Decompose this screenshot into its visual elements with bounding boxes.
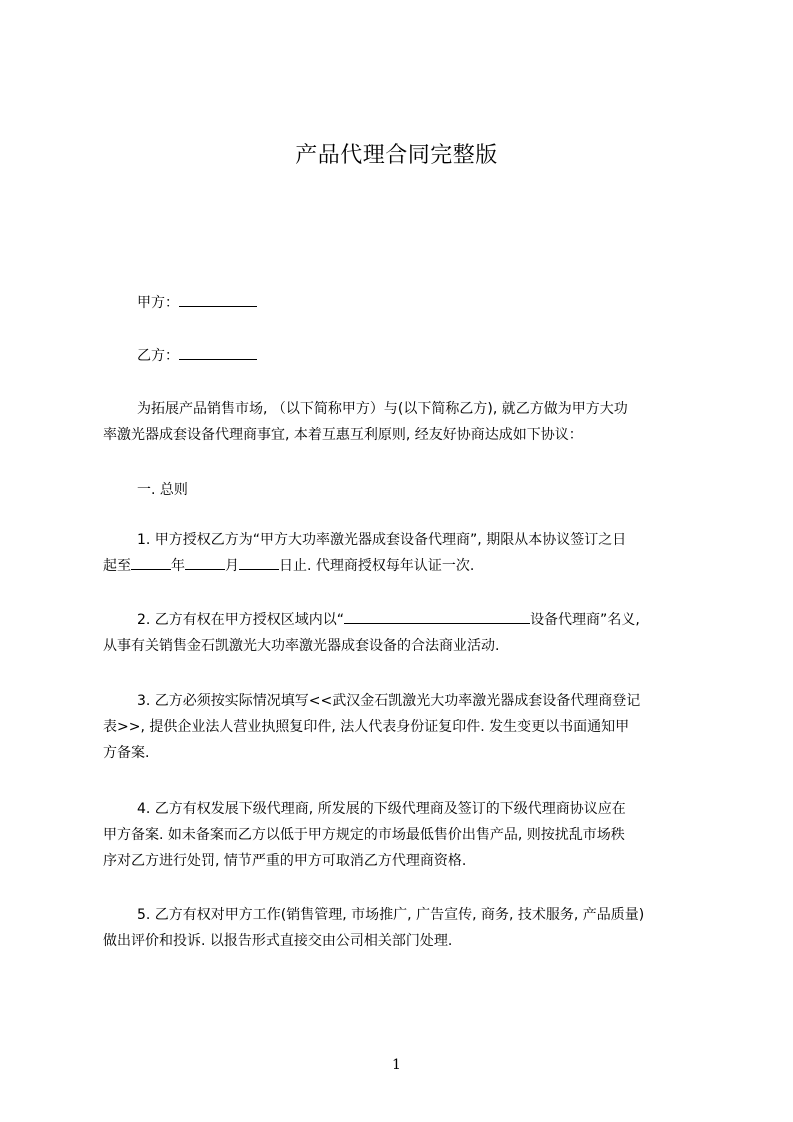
region-blank (344, 609, 530, 624)
clause-text: 2. 乙方有权在甲方授权区域内以“ (137, 612, 345, 628)
page-number: 1 (392, 1057, 401, 1073)
intro-line: 为拓展产品销售市场, （以下简称甲方）与(以下简称乙方), 就乙方做为甲方大功 (137, 401, 628, 417)
intro-line: 率激光器成套设备代理商事宜, 本着互惠互利原则, 经友好协商达成如下协议： (103, 427, 583, 443)
clause-3 (103, 688, 705, 766)
clause-line: 方备案. (103, 745, 150, 761)
clause-text: 起至 (103, 558, 131, 574)
year-blank (131, 555, 171, 570)
party-b-blank (179, 345, 257, 360)
clause-text: 月 (225, 558, 239, 574)
section-heading: 一. 总则 (137, 482, 188, 498)
clause-line: 序对乙方进行处罚, 情节严重的甲方可取消乙方代理商资格. (103, 853, 467, 869)
clause-text: 日止. 代理商授权每年认证一次. (279, 558, 475, 574)
month-blank (185, 555, 225, 570)
clause-text: 年 (171, 558, 185, 574)
clause-line: 1. 甲方授权乙方为“甲方大功率激光器成套设备代理商”, 期限从本协议签订之日 (137, 532, 627, 548)
party-a-label: 甲方： (137, 295, 179, 311)
clause-line: 从事有关销售金石凯激光大功率激光器成套设备的合法商业活动. (103, 638, 500, 654)
party-a-line (137, 292, 257, 313)
clause-5 (103, 902, 705, 954)
clause-line: 甲方备案. 如未备案而乙方以低于甲方规定的市场最低售价出售产品, 则按扰乱市场秩 (103, 827, 625, 843)
document-title: 产品代理合同完整版 (295, 143, 498, 168)
clause-line: 4. 乙方有权发展下级代理商, 所发展的下级代理商及签订的下级代理商协议应在 (137, 801, 626, 817)
clause-text: 设备代理商”名义, (530, 612, 640, 628)
clause-2 (103, 607, 705, 659)
party-b-line (137, 345, 257, 366)
clause-1 (103, 527, 705, 579)
clause-line: 做出评价和投诉. 以报告形式直接交由公司相关部门处理. (103, 933, 453, 949)
party-b-label: 乙方： (137, 348, 179, 364)
clause-line: 3. 乙方必须按实际情况填写<<武汉金石凯激光大功率激光器成套设备代理商登记 (137, 693, 641, 709)
clause-line: 表>>, 提供企业法人营业执照复印件, 法人代表身份证复印件. 发生变更以书面通知甲 (103, 719, 630, 735)
party-a-blank (179, 292, 257, 307)
clause-4 (103, 796, 705, 874)
day-blank (239, 555, 279, 570)
clause-line: 5. 乙方有权对甲方工作(销售管理, 市场推广, 广告宣传, 商务, 技术服务, 产品质量) (137, 907, 645, 923)
intro-paragraph (103, 396, 705, 448)
